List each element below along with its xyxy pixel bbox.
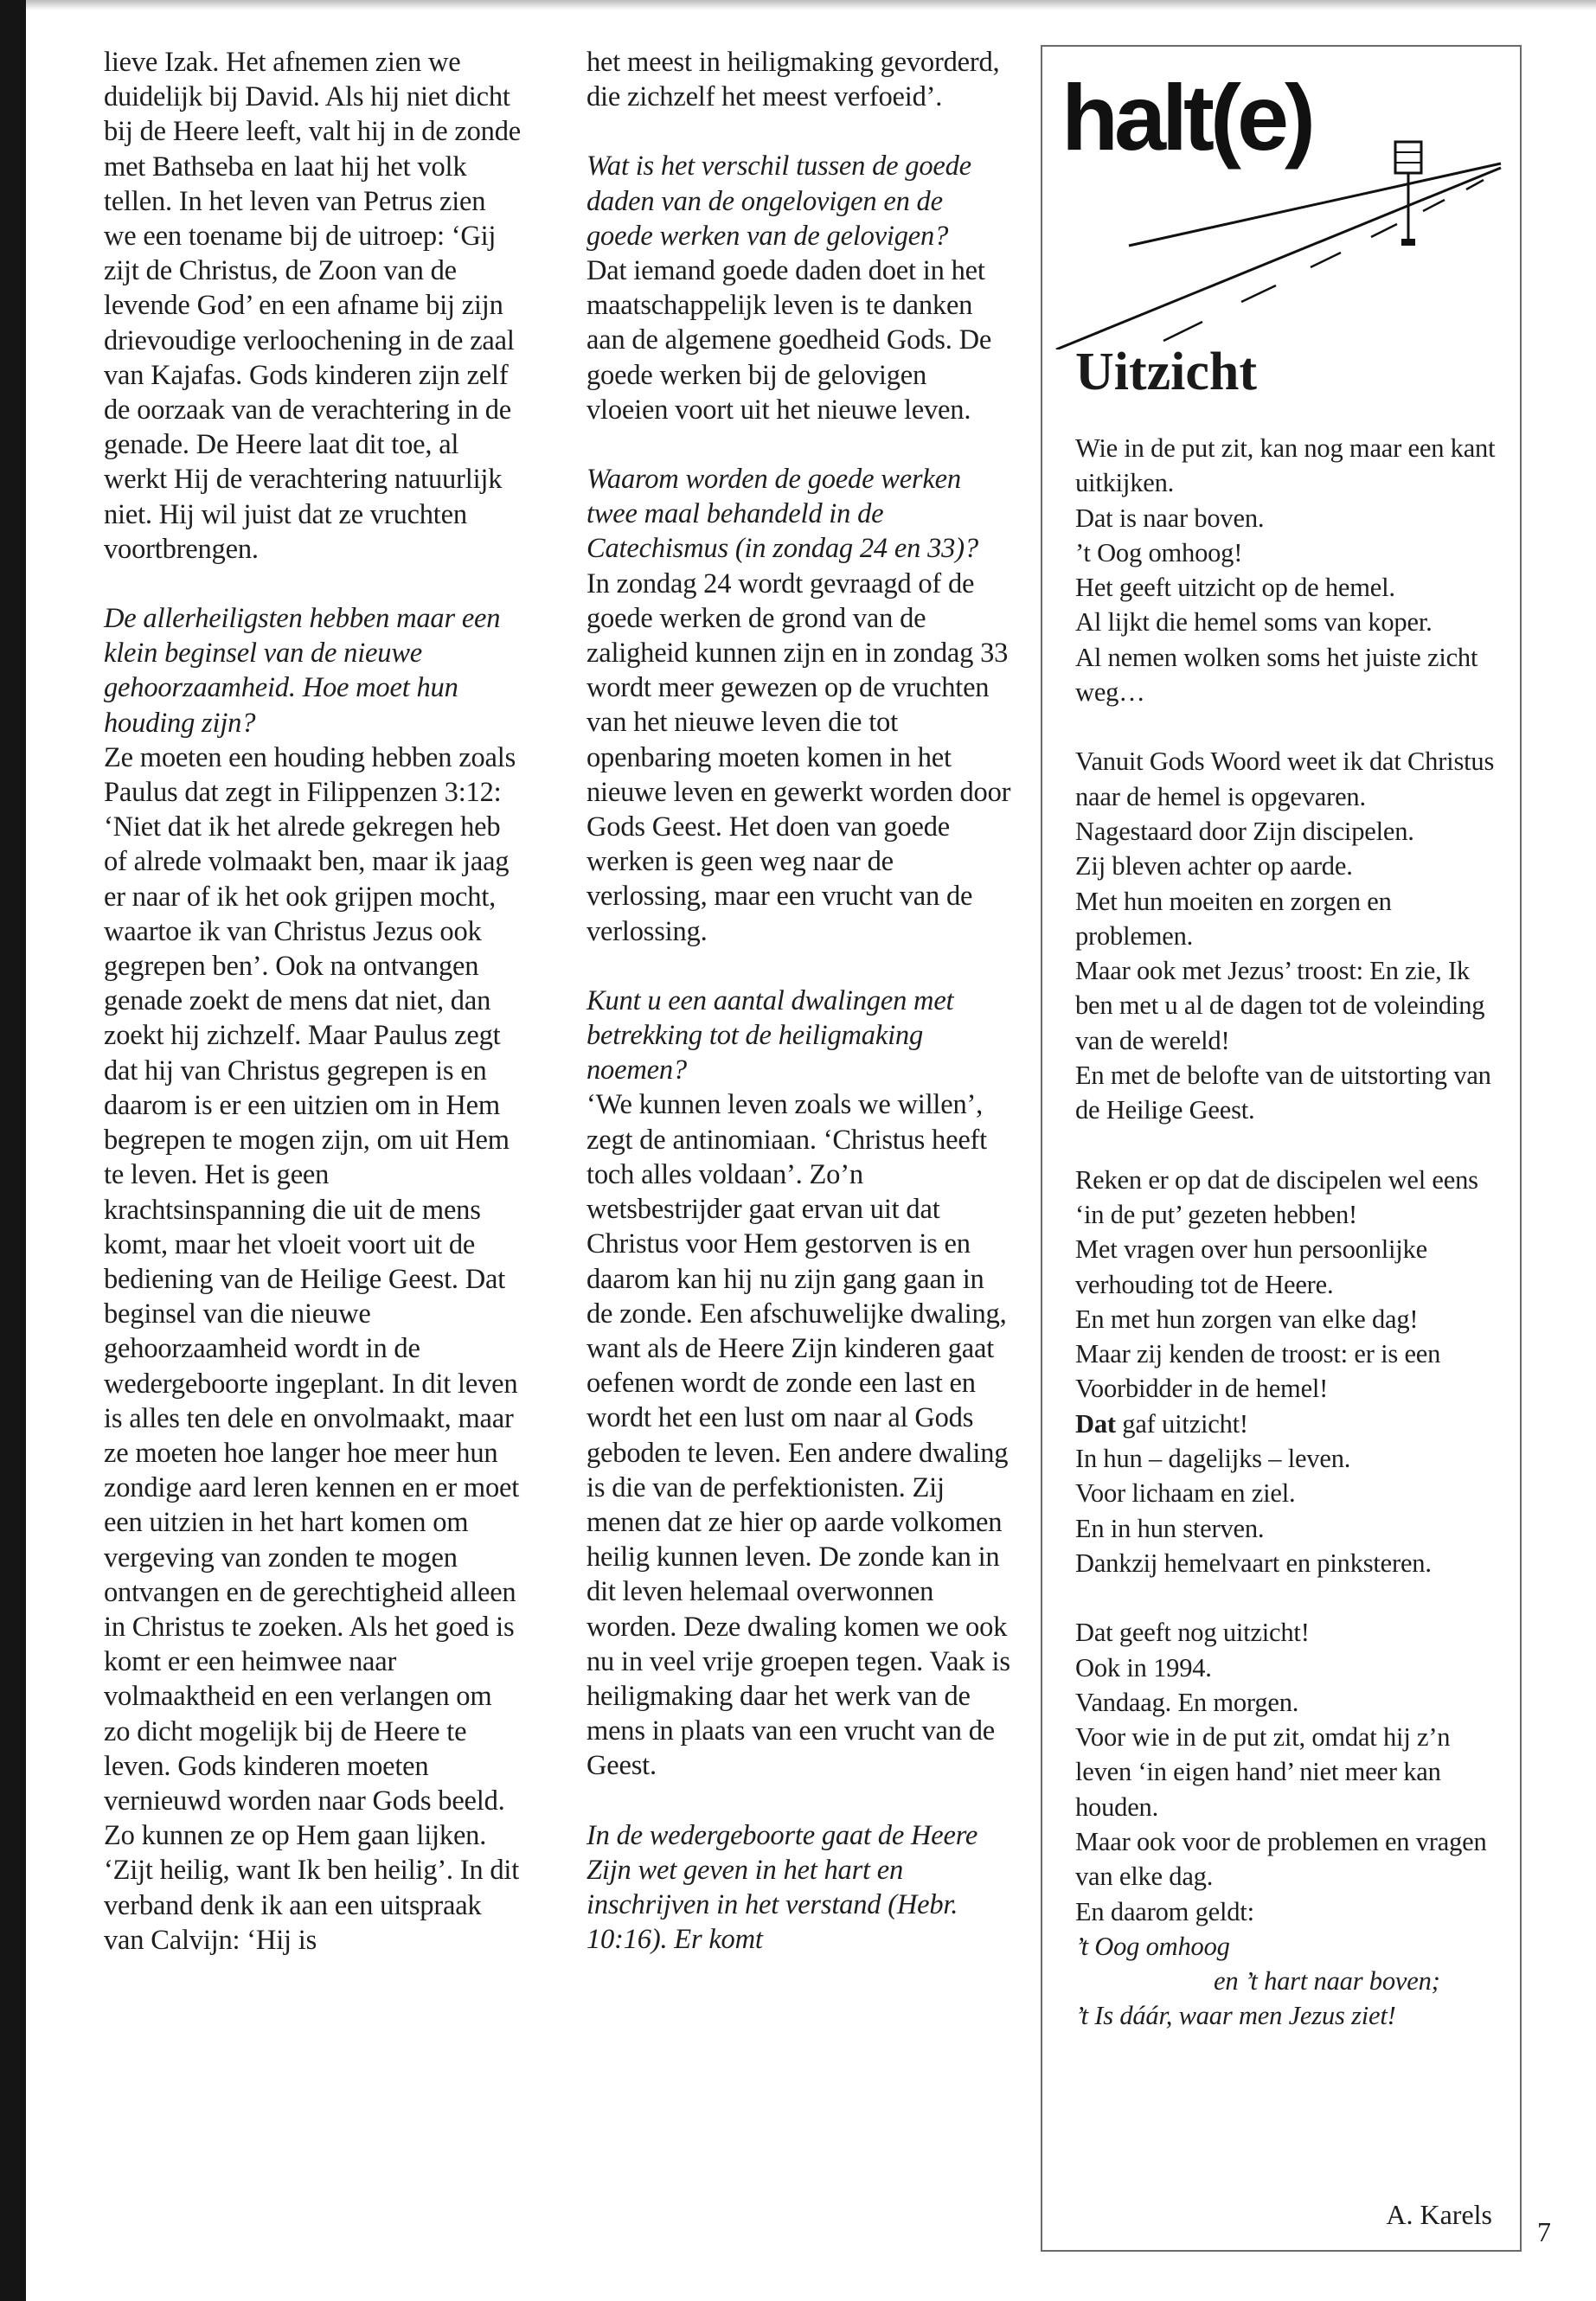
page-number: 7 — [1537, 2216, 1551, 2247]
text-line: Ook in 1994. — [1075, 1652, 1212, 1682]
text-line: Voor wie in de put zit, omdat hij z’n leven ‘in eigen hand’ niet meer kan houden. — [1075, 1722, 1451, 1822]
text-line: Het geeft uitzicht op de hemel. — [1075, 573, 1395, 603]
paragraph: het meest in heiligmaking gevorderd, die zichzelf het meest verfoeid’. — [586, 47, 1000, 113]
text-line: En daarom geldt: — [1075, 1896, 1254, 1926]
question: De allerheiligsten hebben maar een klein beginsel van de nieuwe gehoorzaamheid. Hoe moet hun houding zijn? — [104, 603, 501, 739]
column-middle — [586, 45, 1015, 1991]
text-line: Met vragen over hun persoonlijke verhouding tot de Heere. — [1075, 1234, 1427, 1299]
road-sign-icon — [1042, 90, 1523, 349]
closing-line: ’t Is dáár, waar men Jezus ziet! — [1075, 2001, 1396, 2031]
paragraph: Ze moeten een houding hebben zoals Paulus dat zegt in Filippenzen 3:12: ‘Niet dat ik het alrede gekregen heb of alrede volmaakt ben, maar ik jaag er naar of ik het ook grijpen mocht, waartoe ik van Christus Jezus ook gegrepen ben’. Ook na ontvangen genade zoekt de mens dat niet, dan zoekt hij zichzelf. Maar Paulus zegt dat hij van Christus gegrepen is en daarom is er een uitzien om in Hem begrepen te mogen zijn, om uit Hem te leven. Het is geen krachtsinspanning die uit de mens komt, maar het vloeit voort uit de bediening van de Heilige Geest. Dat beginsel van die nieuwe gehoorzaamheid wordt in de wedergeboorte ingeplant. In dit leven is alles ten dele en onvolmaakt, maar ze moeten hoe langer hoe meer hun zondige aard leren kennen en er moet een uitzien in het hart komen om vergeving van zonden te mogen ontvangen en de gerechtigheid alleen in Christus te zoeken. Als het goed is komt er een heimwee naar volmaaktheid en een verlangen om zo dicht mogelijk bij de Heere te leven. Gods kinderen moeten vernieuwd worden naar Gods beeld. Zo kunnen ze op Hem gaan lijken. ‘Zijt heilig, want Ik ben heilig’. In dit verband denk ik aan een uitspraak van Calvijn: ‘Hij is — [104, 741, 520, 1956]
page-binding-edge — [0, 0, 26, 2301]
halte-logo-text: halt(e) — [1061, 65, 1311, 170]
question: In de wedergeboorte gaat de Heere Zijn wet geven in het hart en inschrijven in het verstand (Hebr. 10:16). Er komt — [586, 1819, 978, 1956]
text-line: En met hun zorgen van elke dag! — [1075, 1304, 1419, 1334]
text-line: ’t Oog omhoog! — [1075, 537, 1243, 567]
text-line — [1075, 1407, 1508, 1441]
question: Wat is het verschil tussen de goede daden van de ongelovigen en de goede werken van de gelovigen? — [586, 151, 971, 252]
text-line: Dankzij hemelvaart en pinksteren. — [1075, 1548, 1432, 1578]
sidebar-title: Uitzicht — [1075, 343, 1258, 401]
text-line: Maar ook voor de problemen en vragen van elke dag. — [1075, 1826, 1487, 1892]
text-line: Dat is naar boven. — [1075, 503, 1265, 533]
question: Kunt u een aantal dwalingen met betrekking tot de heiligmaking noemen? — [586, 984, 954, 1086]
text-line: Reken er op dat de discipelen wel eens ‘in de put’ gezeten hebben! — [1075, 1164, 1478, 1229]
sidebar-box — [1041, 45, 1522, 2252]
author-name: A. Karels — [1386, 2199, 1492, 2230]
text-line: Zij bleven achter op aarde. — [1075, 851, 1353, 881]
paragraph: ‘We kunnen leven zoals we willen’, zegt de antinomiaan. ‘Christus heeft toch alles voldaan’. Zo’n wetsbestrijder gaat ervan uit dat Christus voor Hem gestorven is en daarom kan hij nu zijn gang gaan in de zonde. Een afschuwelijke dwaling, want als de Heere Zijn kinderen gaat oefenen wordt de zonde een last en wordt het een lust om naar al Gods geboden te leven. Een andere dwaling is die van de perfektionisten. Zij menen dat ze hier op aarde volkomen heilig kunnen leven. De zonde kan in dit leven helemaal overwonnen worden. Deze dwaling komen we ook nu in veel vrije groepen tegen. Vaak is heiligmaking daar het werk van de mens in plaats van een vrucht van de Geest. — [586, 1089, 1010, 1782]
text-line: En met de belofte van de uitstorting van de Heilige Geest. — [1075, 1061, 1491, 1125]
text-line: Wie in de put zit, kan nog maar een kant uitkijken. — [1075, 433, 1496, 498]
text-line: Al lijkt die hemel soms van koper. — [1075, 607, 1433, 638]
text-line: Maar ook met Jezus’ troost: En zie, Ik ben met u al de dagen tot de voleinding van de wereld! — [1075, 956, 1485, 1055]
paragraph: lieve Izak. Het afnemen zien we duidelijk bij David. Als hij niet dicht bij de Heere leeft, valt hij in de zonde met Bathseba en laat hij het volk tellen. In het leven van Petrus zien we een toename bij de uitroep: ‘Gij zijt de Christus, de Zoon van de levende God’ en een afname bij zijn drievoudige verloochening in de zaal van Kajafas. Gods kinderen zijn zelf de oorzaak van de verachtering in de genade. De Heere laat dit toe, al werkt Hij de verachtering natuurlijk niet. Hij wil juist dat ze vruchten voortbrengen. — [104, 47, 522, 565]
text-line: Voor lichaam en ziel. — [1075, 1478, 1296, 1509]
stanza — [1075, 744, 1508, 1127]
closing-line: ’t Oog omhoog — [1075, 1931, 1230, 1961]
text-line: Vandaag. En morgen. — [1075, 1687, 1299, 1717]
closing-line: en ’t hart naar boven; — [1214, 1966, 1440, 1997]
sidebar-body — [1075, 431, 1508, 2068]
paragraph: In zondag 24 wordt gevraagd of de goede werken de grond van de zaligheid kunnen zijn en in zondag 33 wordt meer gewezen op de vruchten van het nieuwe leven die tot openbaring moeten komen in het nieuwe leven en gewerkt worden door Gods Geest. Het doen van goede werken is geen weg naar de verlossing, maar een vrucht van de verlossing. — [586, 567, 1011, 947]
stanza — [1075, 1163, 1508, 1581]
scan-shadow — [26, 0, 1596, 10]
text-line: Vanuit Gods Woord weet ik dat Christus naar de hemel is opgevaren. — [1075, 747, 1495, 811]
stanza — [1075, 431, 1508, 709]
bold-word: Dat — [1075, 1408, 1116, 1439]
text-line: Al nemen wolken soms het juiste zicht weg… — [1075, 642, 1478, 708]
text-fragment: gaf uitzicht! — [1115, 1408, 1248, 1439]
text-line: En in hun sterven. — [1075, 1513, 1265, 1543]
text-line: In hun – dagelijks – leven. — [1075, 1444, 1351, 1474]
paragraph: Dat iemand goede daden doet in het maatschappelijk leven is te danken aan de algemene goedheid Gods. De goede werken bij de gelovigen vloeien voort uit het nieuwe leven. — [586, 255, 992, 426]
question: Waarom worden de goede werken twee maal behandeld in de Catechismus (in zondag 24 en 33)? — [586, 464, 978, 565]
text-line: Dat geeft nog uitzicht! — [1075, 1618, 1310, 1648]
text-line: Nagestaard door Zijn discipelen. — [1075, 816, 1414, 846]
stanza — [1075, 1615, 1508, 2034]
column-left — [104, 45, 523, 1992]
text-line: Met hun moeiten en zorgen en problemen. — [1075, 886, 1392, 951]
text-line: Maar zij kenden de troost: er is een Voorbidder in de hemel! — [1075, 1339, 1441, 1404]
